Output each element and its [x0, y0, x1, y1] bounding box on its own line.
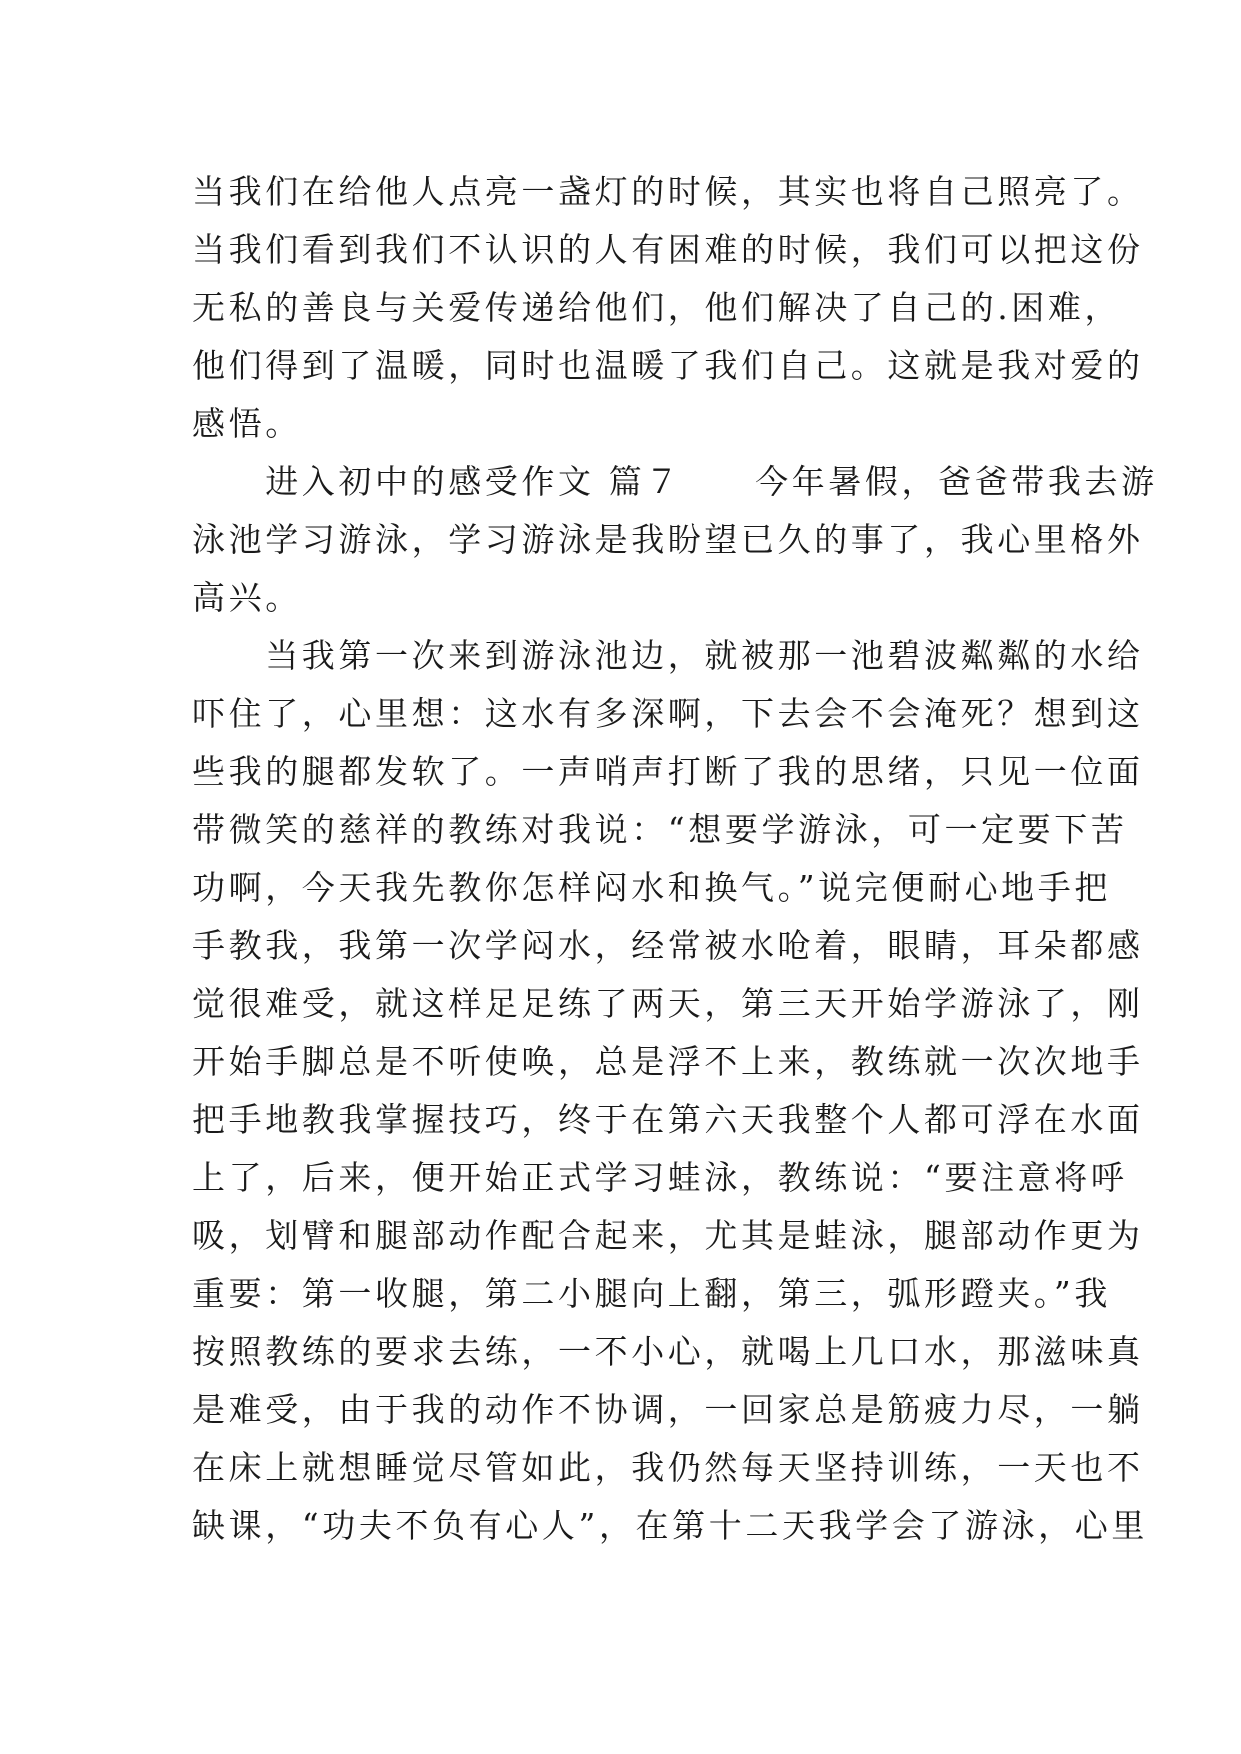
text-line: 泳池学习游泳，学习游泳是我盼望已久的事了，我心里格外 — [192, 520, 1144, 559]
text-line: 感悟。 — [192, 404, 302, 443]
section-heading-line: 进入初中的感受作文 篇７ 今年暑假，爸爸带我去游 — [192, 462, 1158, 501]
text-line: 是难受，由于我的动作不协调，一回家总是筋疲力尽，一躺 — [192, 1390, 1144, 1429]
text-line: 高兴。 — [192, 578, 302, 617]
text-line: 开始手脚总是不听使唤，总是浮不上来，教练就一次次地手 — [192, 1042, 1144, 1081]
text-line: 重要：第一收腿，第二小腿向上翻，第三，弧形蹬夹。”我 — [192, 1274, 1111, 1313]
text-line: 当我们在给他人点亮一盏灯的时候，其实也将自己照亮了。 — [192, 172, 1144, 211]
text-line: 无私的善良与关爱传递给他们，他们解决了自己的.困难， — [192, 288, 1122, 327]
text-line: 吸，划臂和腿部动作配合起来，尤其是蛙泳，腿部动作更为 — [192, 1216, 1144, 1255]
essay-text — [192, 163, 1158, 1555]
text-line: 当我们看到我们不认识的人有困难的时候，我们可以把这份 — [192, 230, 1144, 269]
text-line: 觉很难受，就这样足足练了两天，第三天开始学游泳了，刚 — [192, 984, 1144, 1023]
text-line: 吓住了，心里想：这水有多深啊，下去会不会淹死？想到这 — [192, 694, 1144, 733]
text-line: 当我第一次来到游泳池边，就被那一池碧波粼粼的水给 — [192, 636, 1144, 675]
text-line: 他们得到了温暖，同时也温暖了我们自己。这就是我对爱的 — [192, 346, 1144, 385]
text-line: 上了，后来，便开始正式学习蛙泳，教练说：“要注意将呼 — [192, 1158, 1128, 1197]
text-line: 按照教练的要求去练，一不小心，就喝上几口水，那滋味真 — [192, 1332, 1144, 1371]
text-line: 在床上就想睡觉尽管如此，我仍然每天坚持训练，一天也不 — [192, 1448, 1144, 1487]
text-line: 功啊，今天我先教你怎样闷水和换气。”说完便耐心地手把 — [192, 868, 1111, 907]
text-line: 些我的腿都发软了。一声哨声打断了我的思绪，只见一位面 — [192, 752, 1144, 791]
text-line: 把手地教我掌握技巧，终于在第六天我整个人都可浮在水面 — [192, 1100, 1144, 1139]
text-line: 带微笑的慈祥的教练对我说：“想要学游泳，可一定要下苦 — [192, 810, 1128, 849]
text-line: 手教我，我第一次学闷水，经常被水呛着，眼睛，耳朵都感 — [192, 926, 1144, 965]
text-line: 缺课，“功夫不负有心人”，在第十二天我学会了游泳，心里 — [192, 1506, 1148, 1545]
